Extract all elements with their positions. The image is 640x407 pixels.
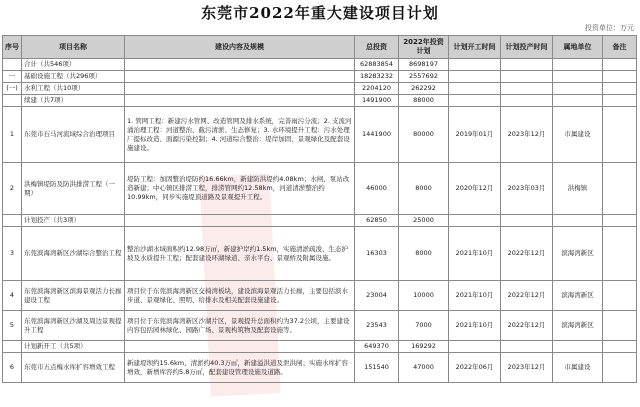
cell-plan: 8698197 bbox=[399, 59, 449, 71]
cell-start bbox=[449, 95, 501, 107]
cell-content: 项目位于东莞滨海湾新区交椅湾板块，建设滨海景观活力长廊，主要包括滨水步道、景观绿化、照明、给排水及相关配套设施建设。 bbox=[125, 281, 355, 311]
cell-seq: 2 bbox=[3, 163, 22, 215]
cell-plan: 2557692 bbox=[399, 71, 449, 83]
cell-content: 项目位于东莞滨海湾新区沙湖片区，景观提升总面积约为37.2公顷，主要建设内容包括园林绿化、园路广场、景观构筑物及配套设施等。 bbox=[125, 311, 355, 341]
cell-name: 东莞市五点梅水库扩容增效工程 bbox=[22, 353, 125, 383]
cell-total: 62850 bbox=[355, 215, 399, 227]
cell-local bbox=[553, 83, 603, 95]
cell-name: 水利工程（共10项） bbox=[22, 83, 125, 95]
table-row bbox=[3, 311, 637, 341]
header-row bbox=[3, 36, 637, 59]
cell-end bbox=[501, 215, 553, 227]
cell-name: 合计（共546项） bbox=[22, 59, 125, 71]
cell-content bbox=[125, 59, 355, 71]
col-plan: 2022年投资计划 bbox=[399, 36, 449, 59]
cell-plan: 47000 bbox=[399, 353, 449, 383]
col-content: 建设内容及规模 bbox=[125, 36, 355, 59]
cell-end bbox=[501, 71, 553, 83]
cell-name: 洪梅镇堤防及防洪排涝工程（一期） bbox=[22, 163, 125, 215]
cell-name: 东莞市石马河流域综合治理项目 bbox=[22, 107, 125, 163]
cell-local bbox=[553, 71, 603, 83]
cell-seq: 5 bbox=[3, 311, 22, 341]
col-local: 属地单位 bbox=[553, 36, 603, 59]
project-table bbox=[2, 35, 637, 383]
cell-local bbox=[553, 341, 603, 353]
cell-seq bbox=[3, 95, 22, 107]
cell-plan: 7000 bbox=[399, 311, 449, 341]
cell-end bbox=[501, 95, 553, 107]
cell-total: 23004 bbox=[355, 281, 399, 311]
cell-local: 市属建设 bbox=[553, 353, 603, 383]
cell-content bbox=[125, 83, 355, 95]
col-note: 备注 bbox=[603, 36, 637, 59]
cell-start: 2019年01月 bbox=[449, 107, 501, 163]
table-row bbox=[3, 71, 637, 83]
cell-end: 2023年12月 bbox=[501, 353, 553, 383]
cell-note bbox=[603, 341, 637, 353]
cell-plan: 169292 bbox=[399, 341, 449, 353]
cell-name: 东莞滨海湾新区沙湖综合整治工程 bbox=[22, 227, 125, 281]
cell-local: 洪梅镇 bbox=[553, 163, 603, 215]
cell-local: 滨海湾新区 bbox=[553, 281, 603, 311]
table-row bbox=[3, 215, 637, 227]
cell-content: 新建堤坝约15.6km，清淤约40.3万㎥，新建溢洪道及泄洪闸；实施水库扩容增效，新增库容约5.8万㎥，配套建设管理设施及道路。 bbox=[125, 353, 355, 383]
cell-seq: (一) bbox=[3, 83, 22, 95]
cell-note bbox=[603, 281, 637, 311]
cell-plan: 8000 bbox=[399, 227, 449, 281]
cell-name: 计划投产（共3项） bbox=[22, 215, 125, 227]
cell-content: 1. 管网工程：新建污水管网、改造管网及排水系统，完善雨污分流；2. 支流河涌治理工程：河道整治、截污清淤、生态修复；3. 水环境提升工程：污水处理厂提标改造、面源污染控制；4. 河道综合整治：堤岸加固、景观绿化及配套设施建设。 bbox=[125, 107, 355, 163]
page-title: 东莞市2022年重大建设项目计划 bbox=[201, 4, 439, 22]
cell-total: 1441900 bbox=[355, 107, 399, 163]
cell-seq: 4 bbox=[3, 281, 22, 311]
cell-plan: 25000 bbox=[399, 215, 449, 227]
cell-local: 滨海湾新区 bbox=[553, 311, 603, 341]
col-total: 总投资 bbox=[355, 36, 399, 59]
cell-note bbox=[603, 71, 637, 83]
cell-total: 151540 bbox=[355, 353, 399, 383]
col-name: 项目名称 bbox=[22, 36, 125, 59]
table-row bbox=[3, 95, 637, 107]
cell-end: 2022年12月 bbox=[501, 311, 553, 341]
cell-total: 62883854 bbox=[355, 59, 399, 71]
table-row bbox=[3, 227, 637, 281]
cell-total: 16303 bbox=[355, 227, 399, 281]
cell-note bbox=[603, 95, 637, 107]
cell-total: 1491900 bbox=[355, 95, 399, 107]
cell-content bbox=[125, 71, 355, 83]
cell-content bbox=[125, 215, 355, 227]
cell-end: 2022年12月 bbox=[501, 227, 553, 281]
cell-end: 2022年12月 bbox=[501, 281, 553, 311]
cell-start: 2020年12月 bbox=[449, 163, 501, 215]
cell-plan: 10000 bbox=[399, 281, 449, 311]
table-row bbox=[3, 59, 637, 71]
cell-plan: 8000 bbox=[399, 163, 449, 215]
cell-start: 2021年10月 bbox=[449, 227, 501, 281]
cell-seq: 1 bbox=[3, 107, 22, 163]
cell-end: 2023年12月 bbox=[501, 107, 553, 163]
cell-total: 18283232 bbox=[355, 71, 399, 83]
cell-total: 2204120 bbox=[355, 83, 399, 95]
cell-local bbox=[553, 59, 603, 71]
cell-local bbox=[553, 215, 603, 227]
unit-note: 投资单位：万元 bbox=[585, 24, 634, 32]
cell-end bbox=[501, 341, 553, 353]
cell-note bbox=[603, 227, 637, 281]
cell-seq bbox=[3, 341, 22, 353]
cell-note bbox=[603, 59, 637, 71]
cell-start: 2021年10月 bbox=[449, 281, 501, 311]
cell-total: 46000 bbox=[355, 163, 399, 215]
table-row bbox=[3, 281, 637, 311]
cell-end bbox=[501, 83, 553, 95]
cell-content bbox=[125, 95, 355, 107]
cell-content: 堤防工程：加固整治堤防约16.66km，新建防洪堤约4.08km；水闸、泵站改造新建；中心镇区排涝工程，排涝管网约12.58km，河道清淤整治约10.99km，同步实施堤顶道路及景观提升工程。 bbox=[125, 163, 355, 215]
cell-name: 东莞滨海湾新区沙湖及周边景观提升工程 bbox=[22, 311, 125, 341]
cell-note bbox=[603, 163, 637, 215]
col-seq: 序号 bbox=[3, 36, 22, 59]
cell-start bbox=[449, 341, 501, 353]
cell-plan: 80000 bbox=[399, 107, 449, 163]
table-row bbox=[3, 341, 637, 353]
cell-end bbox=[501, 59, 553, 71]
cell-note bbox=[603, 83, 637, 95]
cell-note bbox=[603, 215, 637, 227]
cell-seq: 一 bbox=[3, 71, 22, 83]
cell-local: 滨海湾新区 bbox=[553, 227, 603, 281]
cell-local: 市属建设 bbox=[553, 107, 603, 163]
cell-name: 基础设施工程（共296项） bbox=[22, 71, 125, 83]
cell-note bbox=[603, 353, 637, 383]
table-row bbox=[3, 107, 637, 163]
cell-seq: 3 bbox=[3, 227, 22, 281]
table-row bbox=[3, 163, 637, 215]
cell-start bbox=[449, 71, 501, 83]
cell-name: 东莞滨海湾新区滨海景观活力长廊建设工程 bbox=[22, 281, 125, 311]
cell-seq: 6 bbox=[3, 353, 22, 383]
cell-local bbox=[553, 95, 603, 107]
cell-start: 2021年10月 bbox=[449, 311, 501, 341]
col-start: 计划开工时间 bbox=[449, 36, 501, 59]
cell-start: 2022年06月 bbox=[449, 353, 501, 383]
cell-name: 计划新开工（共5项） bbox=[22, 341, 125, 353]
cell-note bbox=[603, 311, 637, 341]
cell-content bbox=[125, 341, 355, 353]
cell-total: 649370 bbox=[355, 341, 399, 353]
cell-seq bbox=[3, 59, 22, 71]
cell-start bbox=[449, 215, 501, 227]
cell-plan: 88000 bbox=[399, 95, 449, 107]
cell-total: 23543 bbox=[355, 311, 399, 341]
cell-start bbox=[449, 59, 501, 71]
cell-content: 整治沙湖水域面积约12.98万㎡，新建护岸约1.5km，实施清淤疏浚、生态护坡及水质提升工程；配套建设环湖绿道、亲水平台、景观桥及附属设施。 bbox=[125, 227, 355, 281]
col-end: 计划投产时间 bbox=[501, 36, 553, 59]
cell-end: 2023年03月 bbox=[501, 163, 553, 215]
cell-name: 续建（共7项） bbox=[22, 95, 125, 107]
cell-start bbox=[449, 83, 501, 95]
table-row bbox=[3, 353, 637, 383]
cell-note bbox=[603, 107, 637, 163]
cell-plan: 262292 bbox=[399, 83, 449, 95]
cell-seq bbox=[3, 215, 22, 227]
table-row bbox=[3, 83, 637, 95]
